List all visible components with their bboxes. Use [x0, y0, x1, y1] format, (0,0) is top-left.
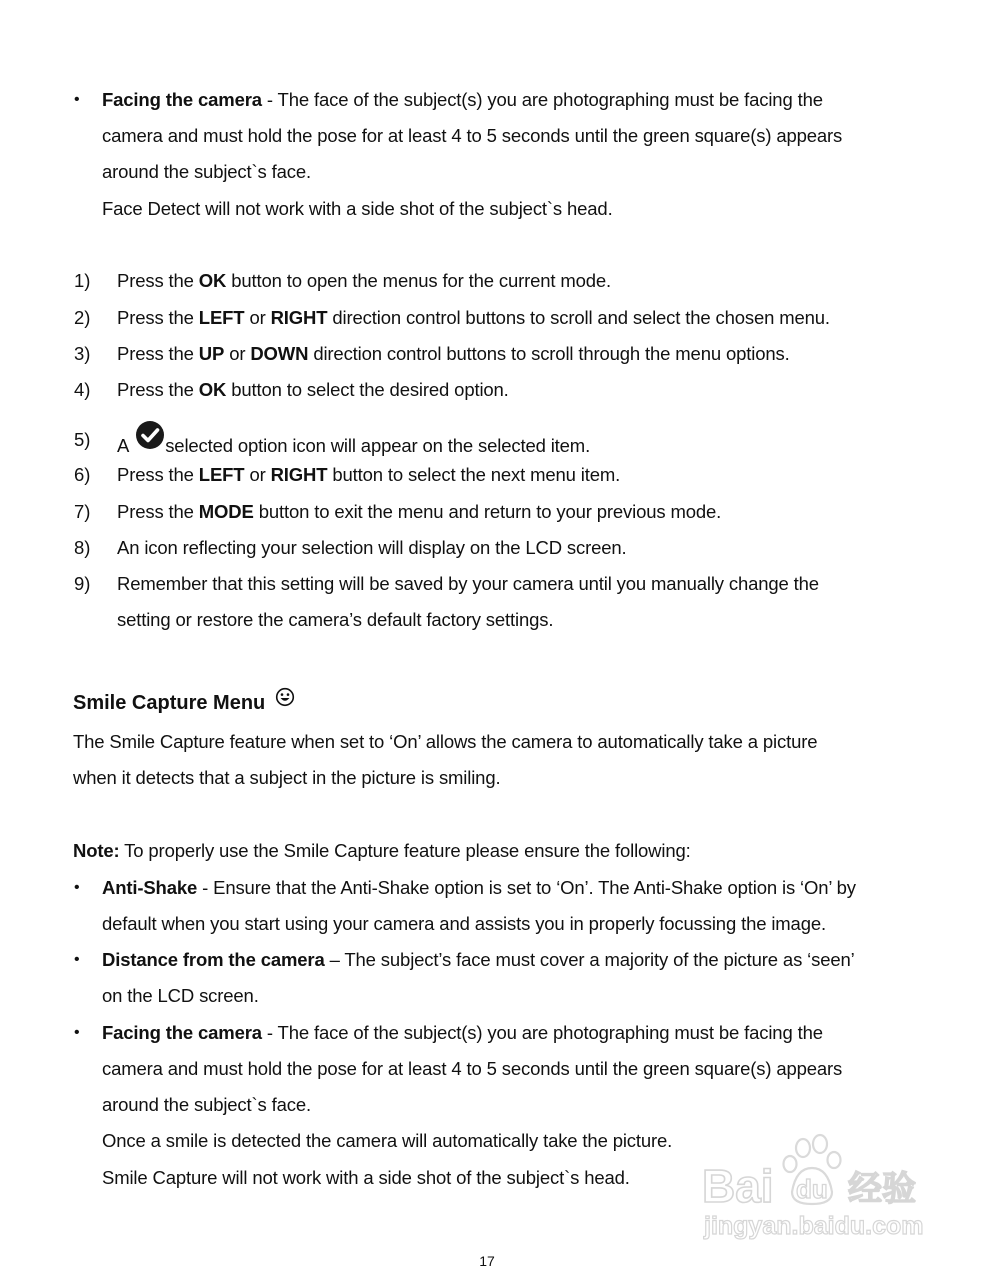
step-9-line2: setting or restore the camera’s default factory settings. — [117, 609, 554, 630]
intro-line1: The Smile Capture feature when set to ‘On’ allows the camera to automatically take a picture — [73, 731, 818, 752]
bullet-anti-shake-line1: Anti-Shake - Ensure that the Anti-Shake option is set to ‘On’. The Anti-Shake option is ‘On’ by — [102, 877, 856, 898]
step-number: 5) — [74, 429, 91, 450]
step-3: Press the UP or DOWN direction control buttons to scroll through the menu options. — [117, 343, 790, 364]
step-1: Press the OK button to open the menus for the current mode. — [117, 270, 612, 291]
bullet-distance-line2: on the LCD screen. — [102, 985, 259, 1006]
intro-line2: when it detects that a subject in the picture is smiling. — [73, 767, 501, 788]
step-9-line1: Remember that this setting will be saved by your camera until you manually change the — [117, 573, 819, 594]
bullet-facing-smile-line4: Once a smile is detected the camera will automatically take the picture. — [102, 1130, 673, 1151]
svg-text:jingyan.baidu.com: jingyan.baidu.com — [704, 1212, 924, 1240]
note-line: Note: To properly use the Smile Capture feature please ensure the following: — [73, 840, 691, 861]
step-number: 7) — [74, 501, 91, 522]
bullet-facing-smile-line2: camera and must hold the pose for at least 4 to 5 seconds until the green square(s) appears — [102, 1058, 843, 1079]
bullet-facing-smile-line3: around the subject`s face. — [102, 1094, 311, 1115]
step-number: 8) — [74, 537, 91, 558]
step-number: 9) — [74, 573, 91, 594]
bullet-glyph: • — [74, 879, 80, 896]
step-number: 6) — [74, 464, 91, 485]
check-circle-icon — [135, 420, 165, 450]
step-8: An icon reflecting your selection will display on the LCD screen. — [117, 537, 627, 558]
bullet-facing-smile-line5: Smile Capture will not work with a side shot of the subject`s head. — [102, 1167, 630, 1188]
svg-text:经验: 经验 — [848, 1169, 916, 1209]
step-6: Press the LEFT or RIGHT button to select the next menu item. — [117, 464, 621, 485]
bullet-facing-line2: camera and must hold the pose for at least 4 to 5 seconds until the green square(s) appears — [102, 125, 843, 146]
bullet-glyph: • — [74, 951, 80, 968]
page-number: 17 — [479, 1253, 495, 1269]
bullet-distance-line1: Distance from the camera – The subject’s face must cover a majority of the picture as ‘seen’ — [102, 949, 855, 970]
bullet-facing-smile-line1: Facing the camera - The face of the subject(s) you are photographing must be facing the — [102, 1022, 823, 1043]
bullet-title: Facing the camera — [102, 89, 262, 110]
svg-text:du: du — [796, 1174, 828, 1204]
svg-text:Bai: Bai — [702, 1160, 774, 1212]
step-4: Press the OK button to select the desired option. — [117, 379, 509, 400]
bullet-facing-line4: Face Detect will not work with a side shot of the subject`s head. — [102, 198, 613, 219]
step-number: 4) — [74, 379, 91, 400]
baidu-watermark — [700, 1130, 935, 1245]
note-label: Note: — [73, 840, 120, 861]
bullet-glyph: • — [74, 1024, 80, 1041]
section-heading: Smile Capture Menu — [73, 687, 295, 716]
step-2: Press the LEFT or RIGHT direction control buttons to scroll and select the chosen menu. — [117, 307, 830, 328]
step-5: A selected option icon will appear on the selected item. — [117, 428, 590, 458]
bullet-glyph: • — [74, 91, 80, 108]
step-7: Press the MODE button to exit the menu and return to your previous mode. — [117, 501, 722, 522]
bullet-anti-shake-line2: default when you start using your camera and assists you in properly focussing the image. — [102, 913, 826, 934]
step-number: 1) — [74, 270, 91, 291]
smiley-face-icon — [275, 687, 295, 707]
bullet-facing-line3: around the subject`s face. — [102, 161, 311, 182]
bullet-facing-line1: Facing the camera - The face of the subject(s) you are photographing must be facing the — [102, 89, 823, 110]
step-number: 2) — [74, 307, 91, 328]
step-number: 3) — [74, 343, 91, 364]
